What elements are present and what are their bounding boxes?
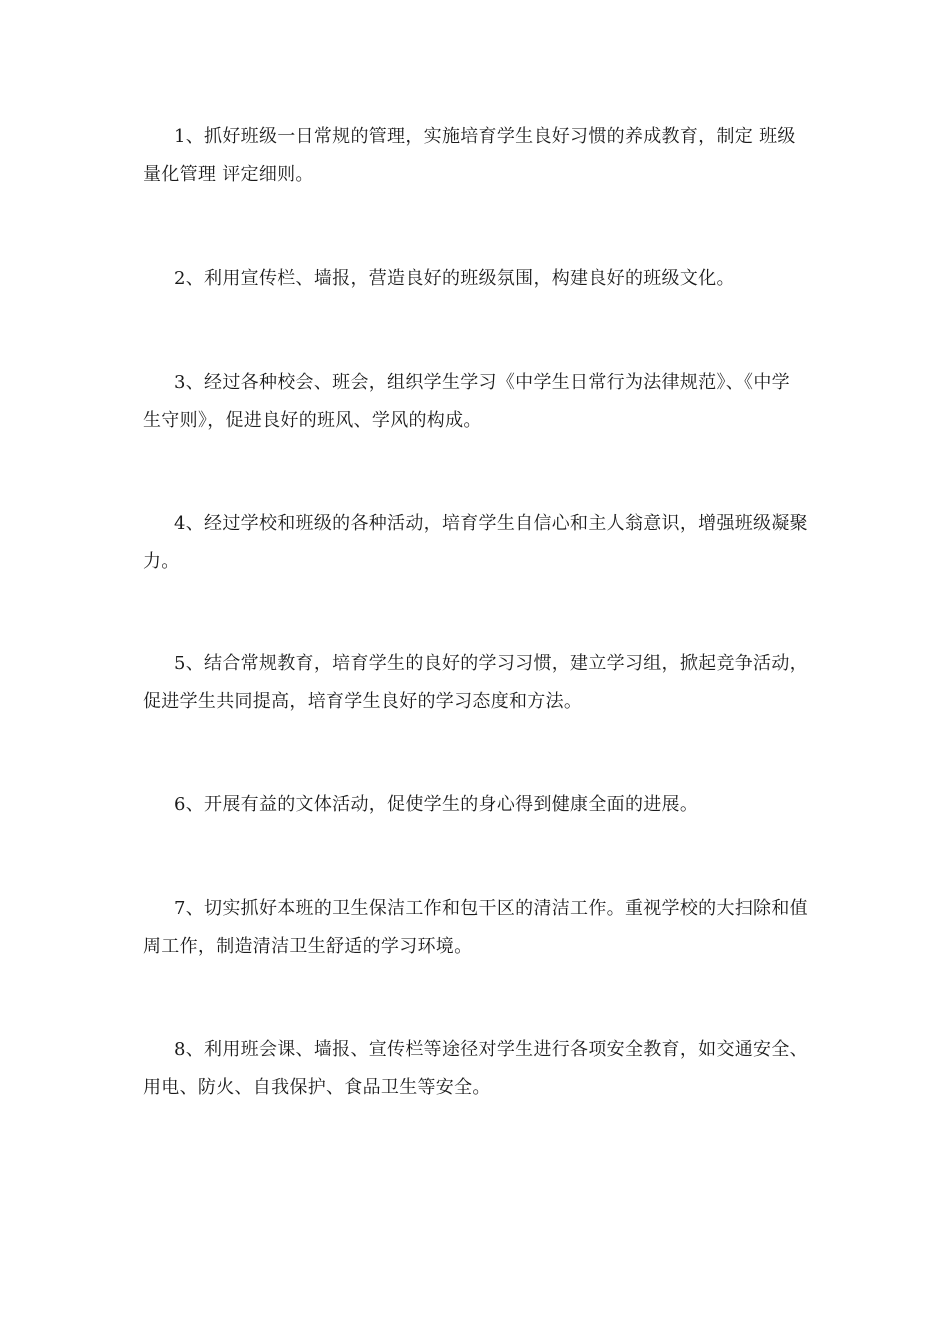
paragraph-item-6: 6、开展有益的文体活动，促使学生的身心得到健康全面的进展。	[174, 794, 699, 815]
paragraph-item-7: 7、切实抓好本班的卫生保洁工作和包干区的清洁工作。重视学校的大扫除和值周工作，制造清洁卫生舒适的学习环境。	[143, 898, 808, 957]
paragraph-item-1: 1、抓好班级一日常规的管理，实施培育学生良好习惯的养成教育，制定 班级量化管理 评定细则。	[143, 126, 796, 185]
paragraph-item-8: 8、利用班会课、墙报、宣传栏等途径对学生进行各项安全教育，如交通安全、用电、防火、自我保护、食品卫生等安全。	[143, 1039, 808, 1098]
paragraph-item-3: 3、经过各种校会、班会，组织学生学习《中学生日常行为法律规范》、《中学生守则》，促进良好的班风、学风的构成。	[143, 372, 790, 431]
paragraph-item-5: 5、结合常规教育，培育学生的良好的学习习惯，建立学习组，掀起竞争活动，促进学生共同提高，培育学生良好的学习态度和方法。	[143, 653, 808, 712]
paragraph-item-4: 4、经过学校和班级的各种活动，培育学生自信心和主人翁意识，增强班级凝聚力。	[143, 513, 808, 572]
paragraph-item-2: 2、利用宣传栏、墙报，营造良好的班级氛围，构建良好的班级文化。	[174, 268, 735, 289]
